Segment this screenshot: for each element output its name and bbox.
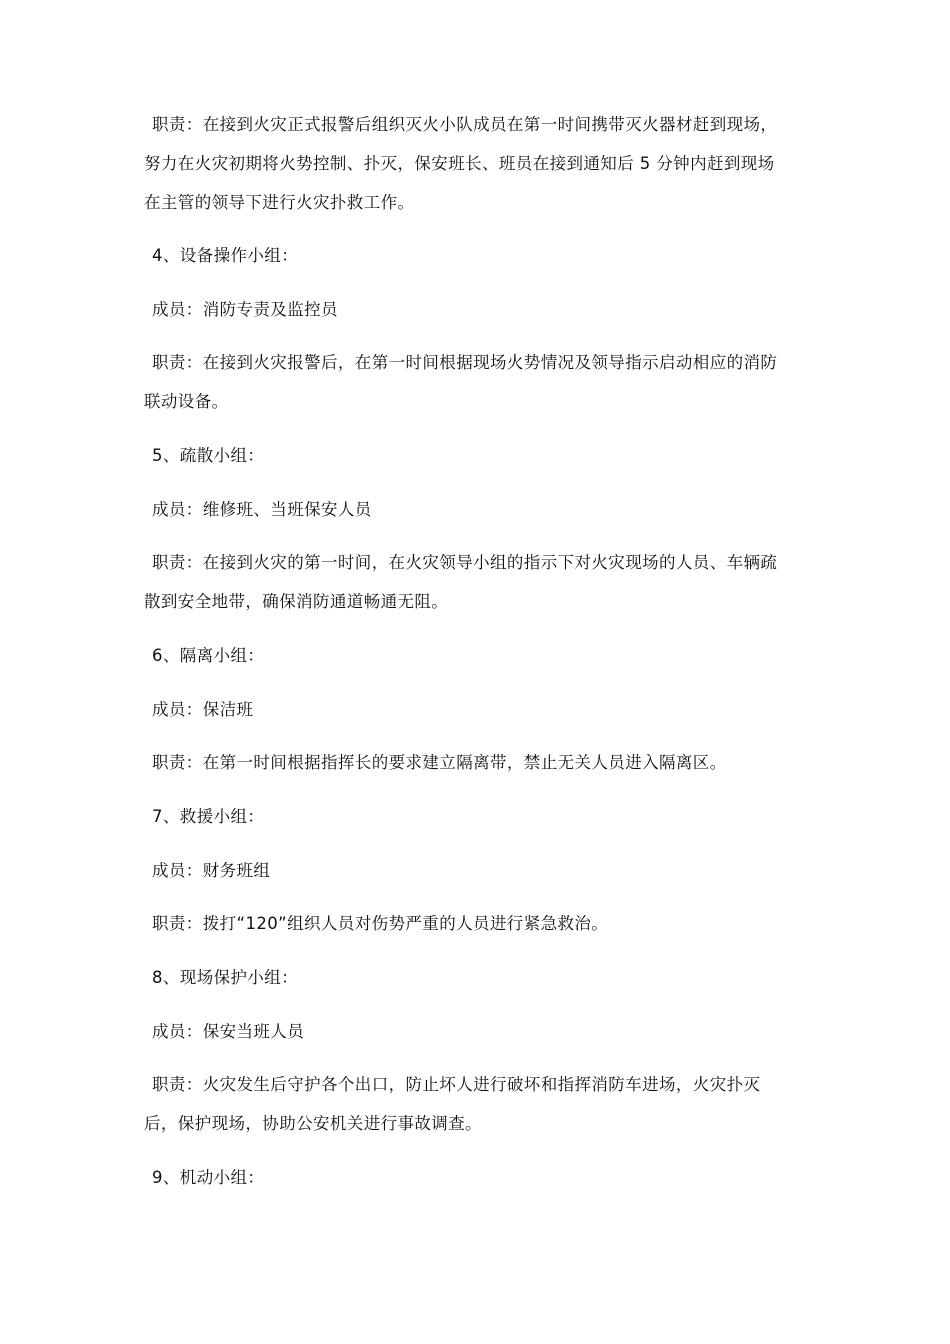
- members-text: 成员：消防专责及监控员: [152, 300, 338, 319]
- duty-text-line: 职责：火灾发生后守护各个出口，防止坏人进行破坏和指挥消防车进场，火灾扑灭: [152, 1075, 761, 1094]
- duty-text-line: 职责：在第一时间根据指挥长的要求建立隔离带，禁止无关人员进入隔离区。: [152, 753, 727, 772]
- duty-text-line: 职责：在接到火灾报警后，在第一时间根据现场火势情况及领导指示启动相应的消防: [152, 353, 778, 372]
- duty-text-line: 在主管的领导下进行火灾扑救工作。: [144, 193, 415, 212]
- members-text: 成员：财务班组: [152, 861, 271, 880]
- section-heading: 7、救援小组：: [152, 807, 265, 826]
- duty-text-line: 联动设备。: [144, 392, 229, 411]
- duty-text-line: 职责：在接到火灾的第一时间，在火灾领导小组的指示下对火灾现场的人员、车辆疏: [152, 553, 778, 572]
- members-text: 成员：维修班、当班保安人员: [152, 500, 372, 519]
- duty-text-line: 后，保护现场，协助公安机关进行事故调查。: [144, 1114, 482, 1133]
- section-heading: 6、隔离小组：: [152, 646, 265, 665]
- section-heading: 9、机动小组：: [152, 1168, 265, 1187]
- section-heading: 8、现场保护小组：: [152, 968, 299, 987]
- duty-text-line: 职责：在接到火灾正式报警后组织灭火小队成员在第一时间携带灭火器材赶到现场，: [152, 115, 778, 134]
- section-heading: 4、设备操作小组：: [152, 246, 299, 265]
- duty-text-line: 职责：拨打“120”组织人员对伤势严重的人员进行紧急救治。: [152, 914, 609, 933]
- members-text: 成员：保洁班: [152, 700, 254, 719]
- duty-text-line: 努力在火灾初期将火势控制、扑灭，保安班长、班员在接到通知后 5 分钟内赶到现场: [144, 154, 775, 173]
- members-text: 成员：保安当班人员: [152, 1022, 305, 1041]
- section-heading: 5、疏散小组：: [152, 446, 265, 465]
- duty-text-line: 散到安全地带，确保消防通道畅通无阻。: [144, 592, 449, 611]
